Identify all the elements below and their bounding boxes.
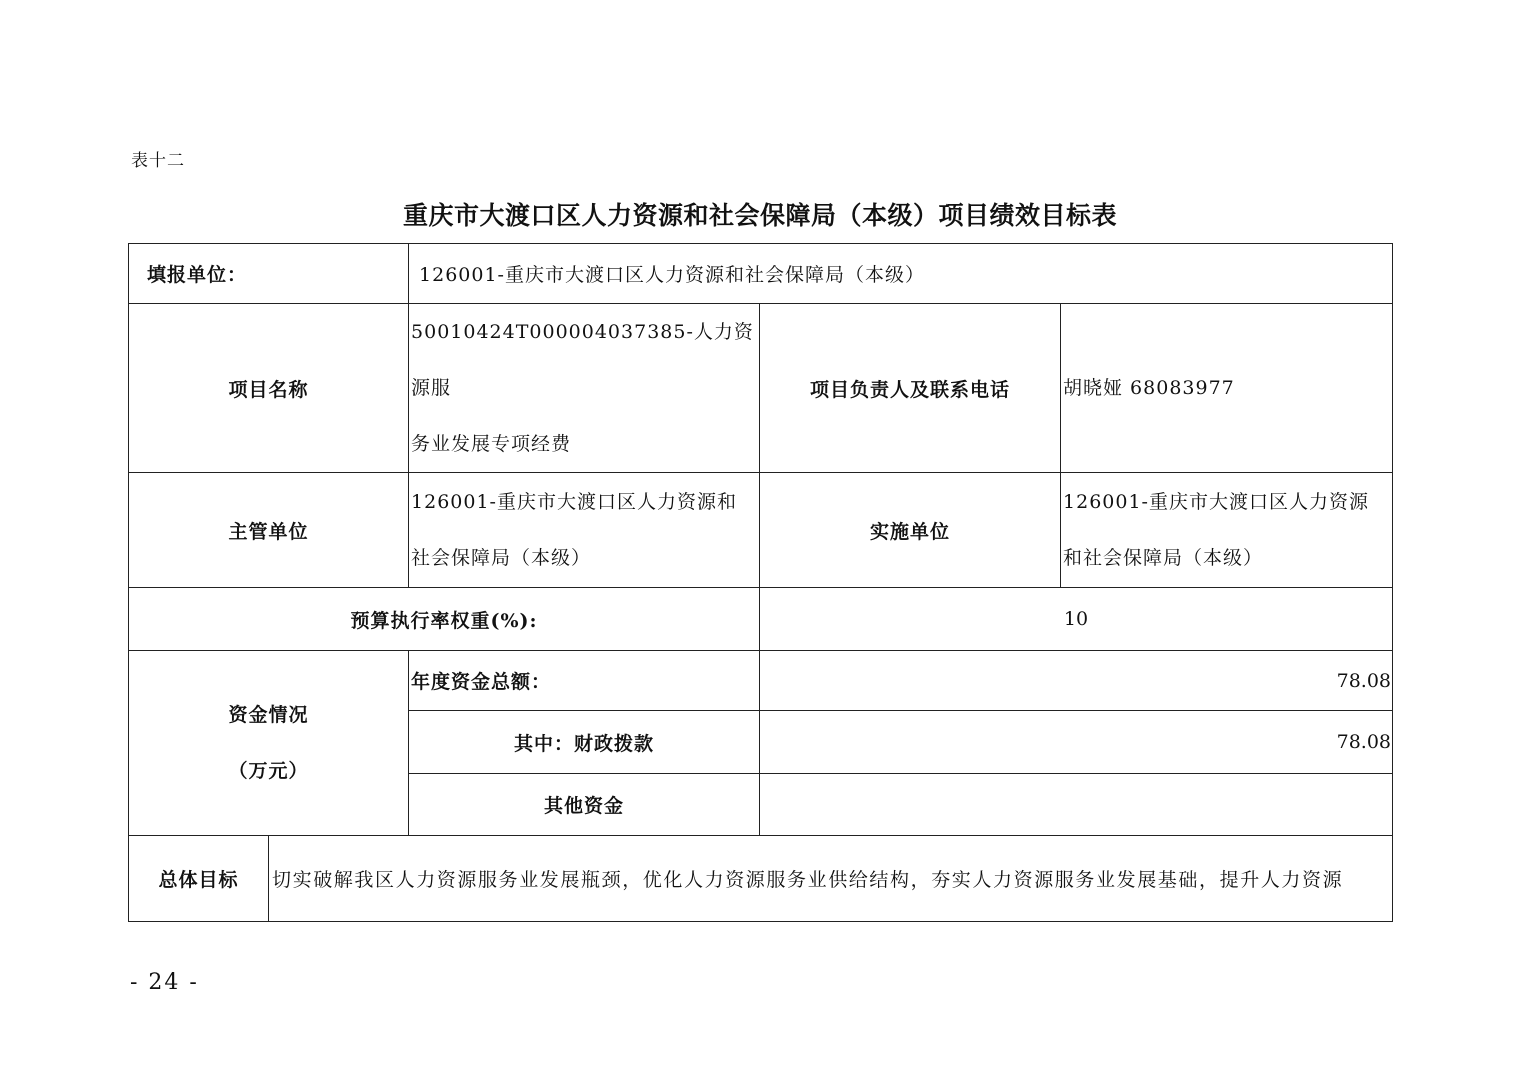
- budget-weight-label: 预算执行率权重(%):: [129, 588, 760, 651]
- funds-label-line-1: 资金情况: [228, 704, 309, 726]
- project-name-label: 项目名称: [129, 304, 409, 473]
- funds-total-row: [129, 651, 1393, 711]
- project-row: [129, 304, 1393, 473]
- funds-other-label: 其他资金: [409, 774, 760, 836]
- funds-fiscal-value: 78.08: [760, 711, 1393, 774]
- funds-total-value: 78.08: [760, 651, 1393, 711]
- funds-label: [129, 651, 409, 836]
- project-name-line-2: 务业发展专项经费: [411, 433, 572, 455]
- filing-unit-value: 126001-重庆市大渡口区人力资源和社会保障局（本级）: [409, 244, 1393, 304]
- implementer-label: 实施单位: [760, 473, 1061, 588]
- project-name-value: [409, 304, 760, 473]
- units-row: [129, 473, 1393, 588]
- document-title: 重庆市大渡口区人力资源和社会保障局（本级）项目绩效目标表: [402, 201, 1117, 230]
- contact-label: 项目负责人及联系电话: [760, 304, 1061, 473]
- page-number: - 24 -: [130, 970, 199, 995]
- budget-weight-row: [129, 588, 1393, 651]
- filing-unit-row: [129, 244, 1393, 304]
- contact-value: 胡晓娅 68083977: [1061, 304, 1393, 473]
- implementer-value: [1061, 473, 1393, 588]
- overall-goal-row: [129, 836, 1393, 922]
- implementer-line-1: 126001-重庆市大渡口区人力资源: [1063, 491, 1369, 513]
- supervisor-line-2: 社会保障局（本级）: [411, 547, 592, 569]
- supervisor-line-1: 126001-重庆市大渡口区人力资源和: [411, 491, 737, 513]
- funds-label-line-2: （万元）: [228, 760, 309, 782]
- funds-other-value: [760, 774, 1393, 836]
- supervisor-value: [409, 473, 760, 588]
- overall-goal-label: 总体目标: [129, 836, 269, 922]
- supervisor-label: 主管单位: [129, 473, 409, 588]
- funds-total-label: 年度资金总额：: [409, 651, 760, 711]
- funds-fiscal-label: 其中：财政拨款: [409, 711, 760, 774]
- project-name-line-1: 50010424T000004037385-人力资源服: [411, 321, 754, 399]
- budget-weight-value: 10: [760, 588, 1393, 651]
- overall-goal-text: 切实破解我区人力资源服务业发展瓶颈，优化人力资源服务业供给结构，夯实人力资源服务业发展基础，提升人力资源: [269, 836, 1393, 922]
- filing-unit-label: 填报单位：: [129, 244, 409, 304]
- implementer-line-2: 和社会保障局（本级）: [1063, 547, 1264, 569]
- table-number: 表十二: [131, 151, 185, 171]
- performance-target-table: [128, 243, 1393, 922]
